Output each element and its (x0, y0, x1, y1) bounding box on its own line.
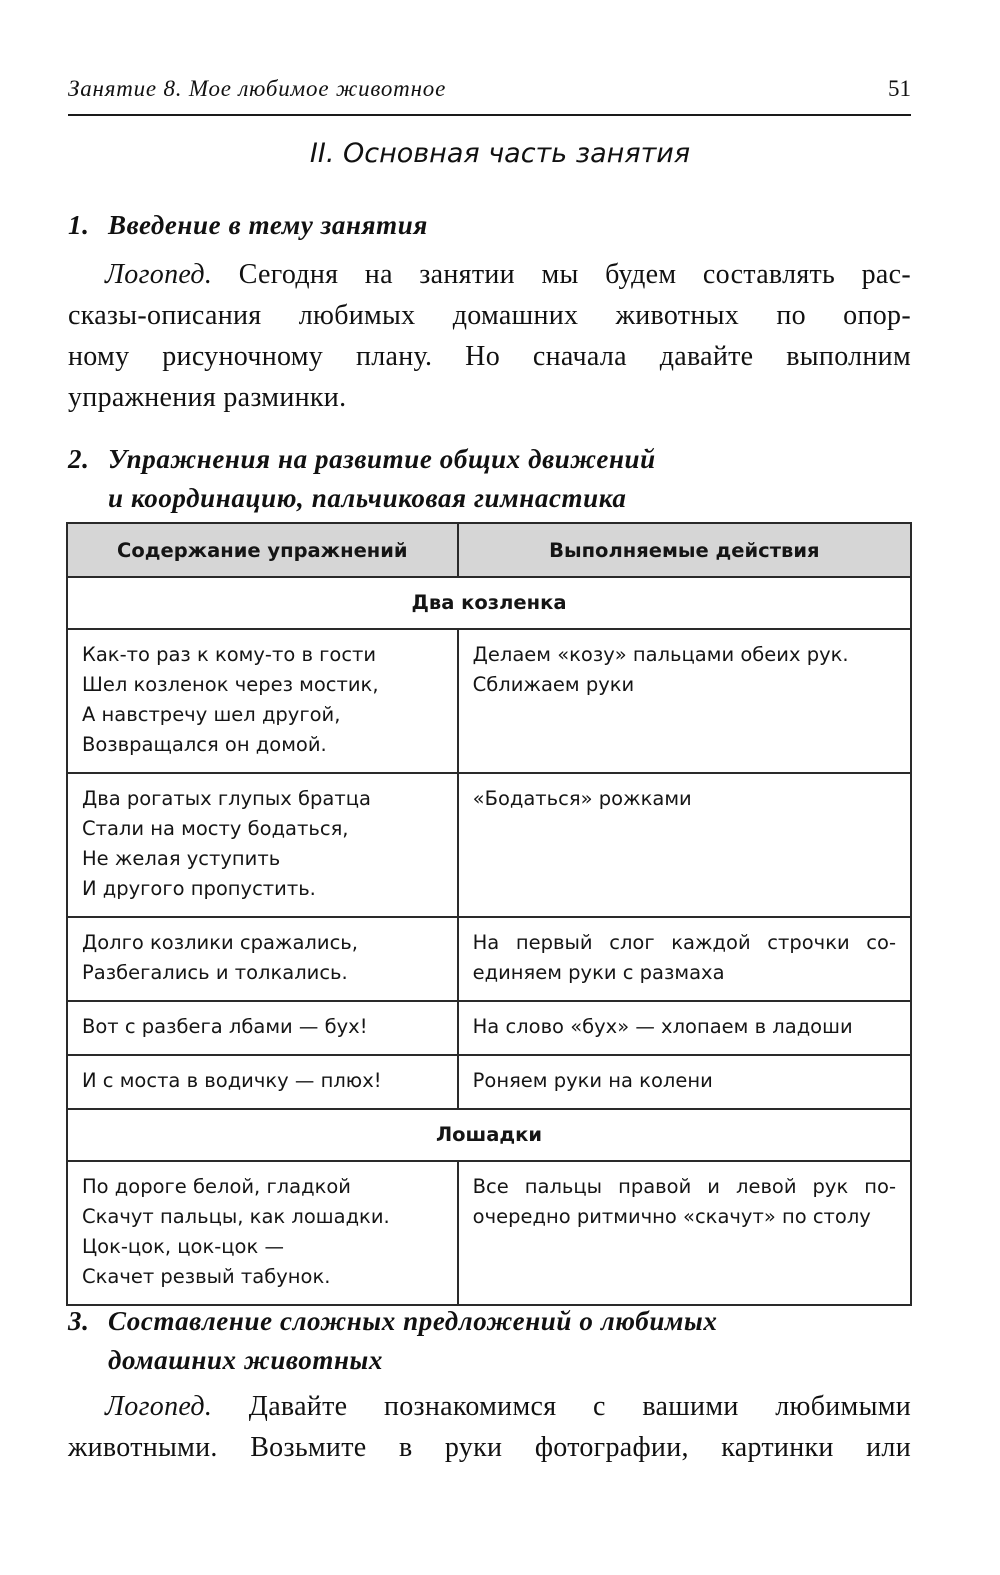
section-1-paragraph (68, 254, 911, 418)
section-1-number: 1. (68, 210, 90, 240)
paragraph-line: Логопед. Сегодня на занятии мы будем составлять рас- (105, 259, 911, 290)
exercise-content: Как-то раз к кому-то в гости Шел козленок через мостик, А навстречу шел другой, Возвращался он домой. (67, 629, 458, 773)
paragraph-line: Логопед. Давайте познакомимся с вашими любимыми (105, 1391, 911, 1422)
page-number: 51 (888, 76, 911, 101)
exercise-action: «Бодаться» рожками (458, 773, 911, 917)
group-row (67, 1109, 911, 1161)
exercise-content: Два рогатых глупых братца Стали на мосту бодаться, Не желая уступить И другого пропустить. (67, 773, 458, 917)
section-1-title: Введение в тему занятия (108, 210, 428, 240)
speaker-label: Логопед. (105, 259, 213, 290)
section-3-number: 3. (68, 1306, 90, 1336)
group-title: Лошадки (67, 1109, 911, 1161)
col-header-content: Содержание упражнений (67, 523, 458, 577)
exercise-action: Роняем руки на колени (458, 1055, 911, 1109)
exercise-content: И с моста в водичку — плюх! (67, 1055, 458, 1109)
exercise-content: По дороге белой, гладкой Скачут пальцы, как лошадки. Цок-цок, цок-цок — Скачет резвый табунок. (67, 1161, 458, 1305)
section-3-heading (68, 1302, 928, 1380)
paragraph-line: сказы-описания любимых домашних животных по опор- (68, 300, 911, 331)
table-row (67, 1055, 911, 1109)
speaker-label: Логопед. (105, 1391, 213, 1422)
paragraph-line: ному рисуночному плану. Но сначала давайте выполним (68, 341, 911, 372)
table-row (67, 1161, 911, 1305)
table-row (67, 1001, 911, 1055)
paragraph-line: упражнения разминки. (68, 382, 347, 413)
running-title: Занятие 8. Мое любимое животное (68, 76, 447, 101)
exercise-content: Вот с разбега лбами — бух! (67, 1001, 458, 1055)
table-row (67, 917, 911, 1001)
exercise-action: На первый слог каждой строчки со- единяем руки с размаха (458, 917, 911, 1001)
group-title: Два козленка (67, 577, 911, 629)
table-row (67, 629, 911, 773)
part-title: II. Основная часть занятия (309, 138, 691, 169)
col-header-actions: Выполняемые действия (458, 523, 911, 577)
exercise-action: Делаем «козу» пальцами обеих рук. Сближаем руки (458, 629, 911, 773)
section-3-title-line-1: Составление сложных предложений о любимых (108, 1306, 718, 1336)
section-1-heading (68, 206, 928, 245)
section-2-title-line-1: Упражнения на развитие общих движений (108, 444, 656, 474)
exercise-table (66, 522, 912, 1306)
table-header-row (67, 523, 911, 577)
group-row (67, 577, 911, 629)
section-2-heading (68, 440, 928, 518)
running-header (68, 74, 911, 116)
exercise-action: Все пальцы правой и левой рук по- очередно ритмично «скачут» по столу (458, 1161, 911, 1305)
section-3-paragraph (68, 1386, 911, 1468)
exercise-action: На слово «бух» — хлопаем в ладоши (458, 1001, 911, 1055)
section-2-number: 2. (68, 444, 90, 474)
paragraph-line: животными. Возьмите в руки фотографии, картинки или (68, 1432, 911, 1463)
exercise-content: Долго козлики сражались, Разбегались и толкались. (67, 917, 458, 1001)
section-3-title-line-2: домашних животных (108, 1345, 383, 1375)
table-row (67, 773, 911, 917)
section-2-title-line-2: и координацию, пальчиковая гимнастика (108, 483, 627, 513)
